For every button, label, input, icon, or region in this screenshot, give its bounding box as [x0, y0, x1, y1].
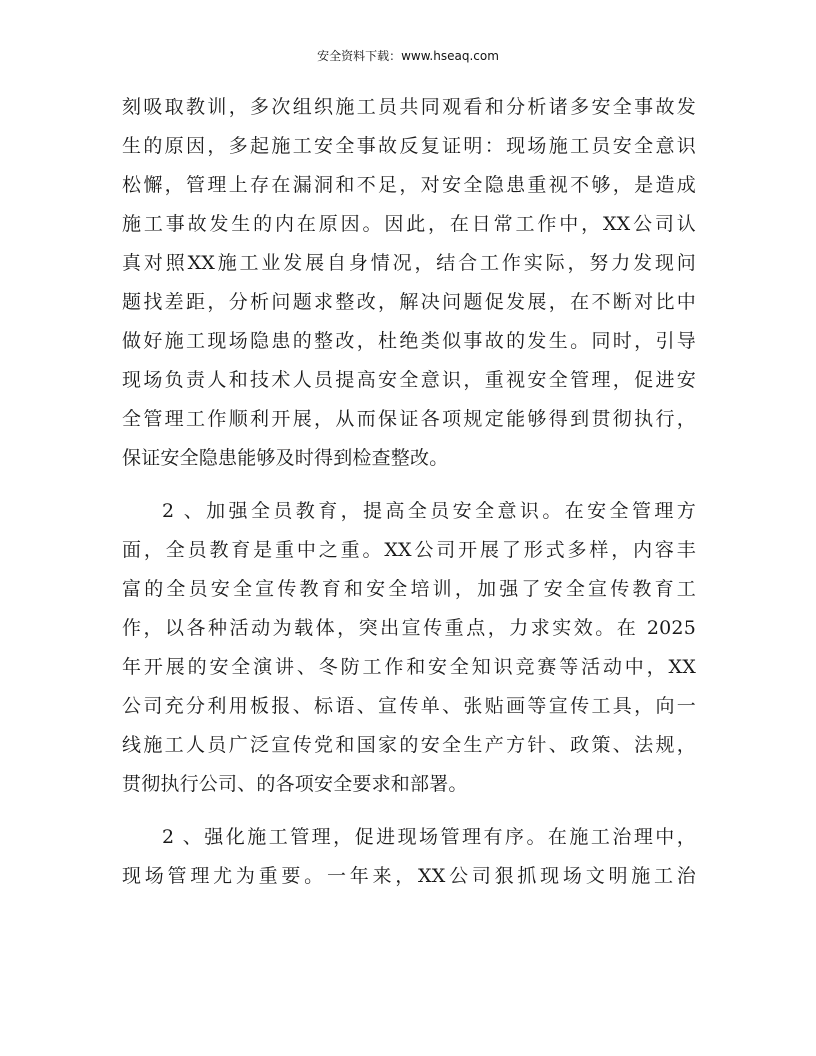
text-line: 现场管理尤为重要。一年来，XX公司狠抓现场文明施工治 [122, 865, 696, 887]
paragraph-3 [122, 818, 696, 896]
text-line: 公司充分利用板报、标语、宣传单、张贴画等宣传工具，向一 [122, 695, 696, 717]
text-line: 松懈，管理上存在漏洞和不足，对安全隐患重视不够，是造成 [122, 174, 696, 196]
text-line: 保证安全隐患能够及时得到检查整改。 [122, 447, 449, 469]
text-line: 面，全员教育是重中之重。XX公司开展了形式多样，内容丰 [122, 539, 696, 561]
text-line: 2 、加强全员教育，提高全员安全意识。在安全管理方 [162, 500, 696, 522]
paragraph-1 [122, 88, 696, 478]
paragraph-2 [122, 492, 696, 804]
text-line: 作，以各种活动为载体，突出宣传重点，力求实效。在 2025 [122, 617, 696, 639]
text-line: 题找差距，分析问题求整改，解决问题促发展，在不断对比中 [122, 291, 696, 313]
text-line: 真对照XX施工业发展自身情况，结合工作实际，努力发现问 [122, 252, 696, 274]
text-line: 线施工人员广泛宣传党和国家的安全生产方针、政策、法规， [122, 734, 696, 756]
text-line: 年开展的安全演讲、冬防工作和安全知识竞赛等活动中，XX [122, 656, 696, 678]
text-line: 生的原因，多起施工安全事故反复证明：现场施工员安全意识 [122, 135, 696, 157]
text-line: 全管理工作顺利开展，从而保证各项规定能够得到贯彻执行， [122, 408, 696, 430]
text-line: 刻吸取教训，多次组织施工员共同观看和分析诸多安全事故发 [122, 96, 696, 118]
text-line: 贯彻执行公司、的各项安全要求和部署。 [122, 773, 468, 795]
text-line: 2 、强化施工管理，促进现场管理有序。在施工治理中， [162, 826, 696, 848]
text-line: 现场负责人和技术人员提高安全意识，重视安全管理，促进安 [122, 369, 696, 391]
text-line: 做好施工现场隐患的整改，杜绝类似事故的发生。同时，引导 [122, 330, 696, 352]
page-header: 安全资料下载：www.hseaq.com [317, 49, 499, 63]
text-line: 施工事故发生的内在原因。因此，在日常工作中，XX公司认 [122, 213, 696, 235]
document-body [122, 88, 696, 896]
text-line: 富的全员安全宣传教育和安全培训，加强了安全宣传教育工 [122, 578, 696, 600]
